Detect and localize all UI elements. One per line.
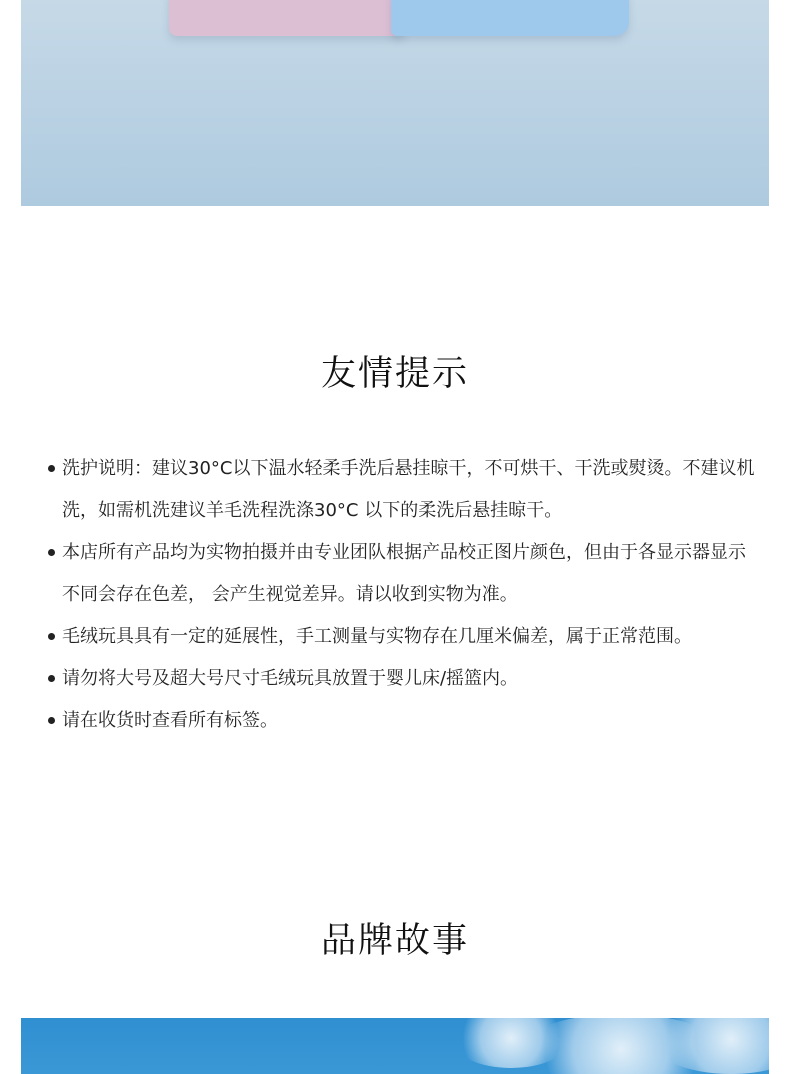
tip-text: 洗护说明：建议30°C以下温水轻柔手洗后悬挂晾干，不可烘干、干洗或熨烫。不建议机洗，如需机洗建议羊毛洗程洗涤30°C 以下的柔洗后悬挂晾干。 bbox=[62, 458, 755, 521]
brand-story-photo bbox=[21, 1018, 769, 1074]
tip-color-difference bbox=[46, 532, 758, 616]
bullet-icon bbox=[48, 675, 55, 682]
bullet-icon bbox=[48, 465, 55, 472]
tip-text: 毛绒玩具具有一定的延展性，手工测量与实物存在几厘米偏差，属于正常范围。 bbox=[62, 626, 692, 647]
bullet-icon bbox=[48, 549, 55, 556]
tip-size-deviation bbox=[46, 616, 758, 658]
blue-box bbox=[391, 0, 629, 36]
tips-list bbox=[46, 448, 758, 742]
tip-care-instructions bbox=[46, 448, 758, 532]
tip-crib-warning bbox=[46, 658, 758, 700]
tip-check-labels bbox=[46, 700, 758, 742]
brand-story-title: 品牌故事 bbox=[320, 921, 469, 961]
tip-text: 请在收货时查看所有标签。 bbox=[62, 710, 278, 731]
tip-text: 请勿将大号及超大号尺寸毛绒玩具放置于婴儿床/摇篮内。 bbox=[62, 668, 519, 689]
bullet-icon bbox=[48, 717, 55, 724]
tip-text: 本店所有产品均为实物拍摄并由专业团队根据产品校正图片颜色，但由于各显示器显示不同会存在色差， 会产生视觉差异。请以收到实物为准。 bbox=[62, 542, 746, 605]
tips-title: 友情提示 bbox=[320, 354, 469, 394]
pink-box bbox=[169, 0, 405, 36]
bullet-icon bbox=[48, 633, 55, 640]
product-photo-top bbox=[21, 0, 769, 206]
